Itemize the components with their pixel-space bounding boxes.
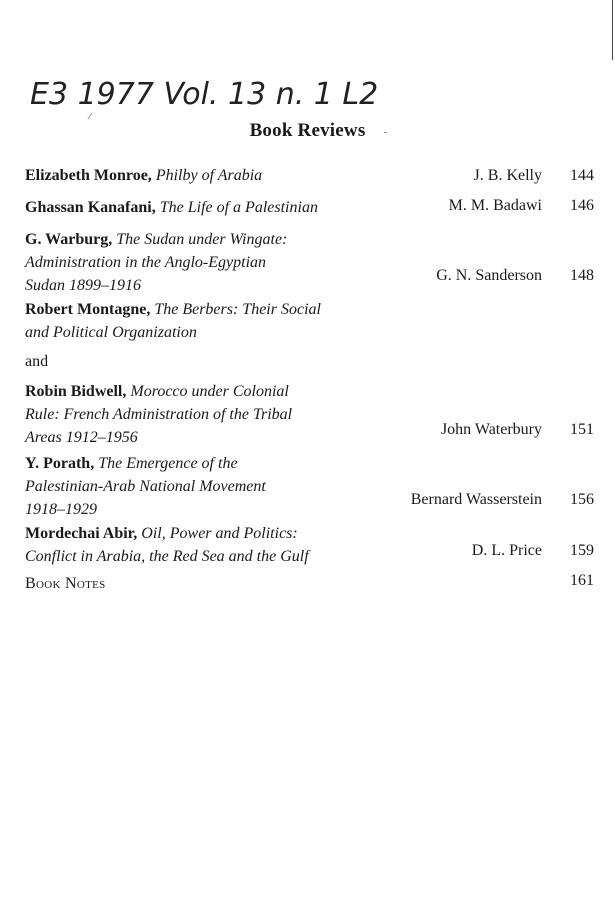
entry-work-line-2: Conflict in Arabia, the Red Sea and the Gulf	[25, 548, 309, 565]
entry-page-number: 148	[570, 267, 594, 284]
entry-reviewer: John Waterbury	[440, 421, 542, 438]
page-title: Book Reviews	[249, 120, 366, 141]
entry-work: Philby of Arabia	[155, 167, 263, 184]
book-notes-label: Book Notes	[25, 575, 106, 592]
entry-author: Ghassan Kanafani,	[25, 199, 156, 216]
entry-work-line-3: Sudan 1899–1916	[25, 277, 141, 294]
toc-entry-warburg	[25, 228, 375, 297]
entry-work-line-3: 1918–1929	[25, 501, 97, 518]
entry-work-line-1: The Sudan under Wingate:	[116, 231, 288, 248]
entry-page-number: 146	[570, 197, 594, 214]
entry-page-number: 151	[570, 421, 594, 438]
entry-author: Y. Porath,	[25, 455, 95, 472]
entry-page-number: 159	[570, 542, 594, 559]
entry-work-line-2: Rule: French Administration of the Tribal	[25, 406, 293, 423]
entry-page-number: 156	[570, 491, 594, 508]
entry-reviewer: Bernard Wasserstein	[410, 491, 542, 508]
toc-entry-porath	[25, 452, 375, 521]
entry-work-line-1: The Berbers: Their Social	[154, 301, 321, 318]
entry-author: Robert Montagne,	[25, 301, 151, 318]
entry-work-line-2: and Political Organization	[25, 324, 197, 341]
entry-work-line-1: The Emergence of the	[98, 455, 238, 472]
entry-author: G. Warburg,	[25, 231, 113, 248]
handwritten-note-text: E3 1977 Vol. 13 n. 1 L2	[30, 77, 379, 112]
entry-work-line-2: Palestinian-Arab National Movement	[25, 478, 266, 495]
entry-page-number: 144	[570, 167, 594, 184]
entry-reviewer: M. M. Badawi	[448, 197, 542, 214]
entry-author: Mordechai Abir,	[25, 525, 138, 542]
entry-author: Elizabeth Monroe,	[25, 167, 152, 184]
toc-entry-bidwell	[25, 380, 375, 449]
entry-work-line-1: Morocco under Colonial	[130, 383, 289, 400]
entry-reviewer: J. B. Kelly	[473, 167, 542, 184]
entry-reviewer: G. N. Sanderson	[436, 267, 542, 284]
entry-work-line-1: Oil, Power and Politics:	[141, 525, 298, 542]
toc-entry-monroe	[25, 164, 375, 187]
toc-entry-montagne	[25, 298, 375, 344]
entry-author: Robin Bidwell,	[25, 383, 127, 400]
book-notes-page-number: 161	[570, 572, 594, 589]
entry-reviewer: D. L. Price	[471, 542, 542, 559]
entry-work-line-3: Areas 1912–1956	[25, 429, 138, 446]
toc-entry-abir	[25, 522, 395, 568]
entry-connector: and	[25, 353, 49, 370]
toc-entry-kanafani	[25, 196, 375, 219]
entry-work: The Life of a Palestinian	[159, 199, 318, 216]
entry-work-line-2: Administration in the Anglo-Egyptian	[25, 254, 267, 271]
